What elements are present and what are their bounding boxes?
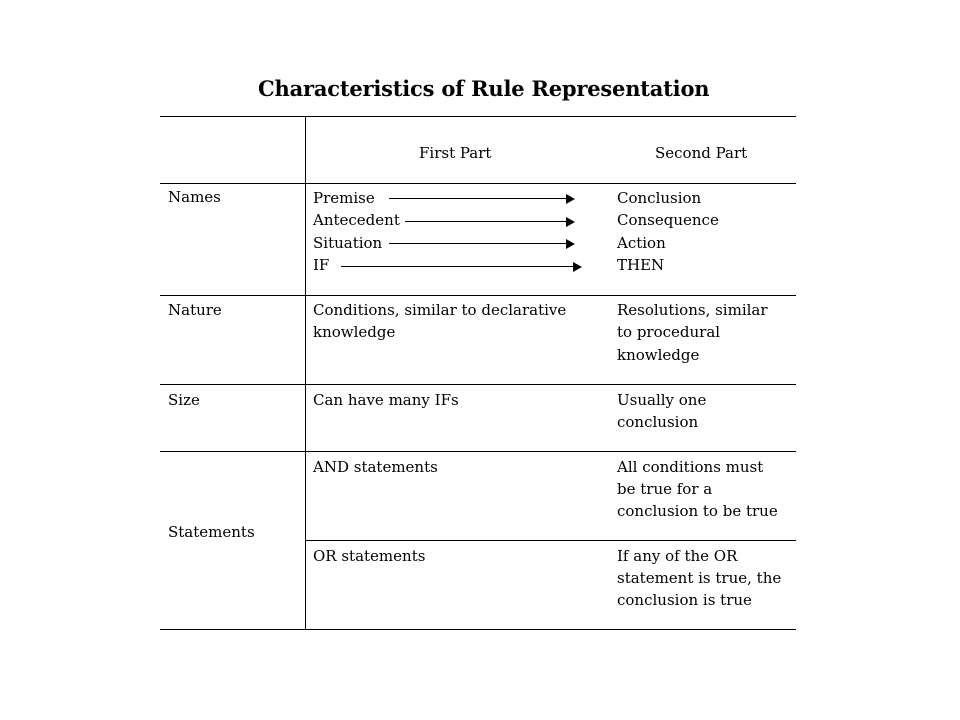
nature-second-line-1: Resolutions, similar: [617, 301, 768, 319]
names-second-then: THEN: [617, 256, 665, 274]
row-divider-nature: [160, 384, 796, 385]
row-divider-names: [160, 295, 796, 296]
names-first-if: IF: [313, 256, 330, 274]
statements-or-second-line-1: If any of the OR: [617, 547, 738, 565]
table-bottom-border: [160, 629, 796, 630]
header-second-part: Second Part: [655, 144, 748, 162]
page-title: Characteristics of Rule Representation: [258, 76, 710, 101]
nature-second-line-2: to procedural: [617, 323, 721, 341]
arrow-icon: [341, 262, 582, 272]
arrow-icon: [405, 217, 575, 227]
names-second-action: Action: [617, 234, 666, 252]
row-label-names: Names: [168, 188, 221, 206]
statements-and-second-line-3: conclusion to be true: [617, 502, 778, 520]
row-label-size: Size: [168, 391, 200, 409]
statements-and-second-line-1: All conditions must: [617, 458, 764, 476]
arrow-icon: [389, 194, 575, 204]
names-first-situation: Situation: [313, 234, 383, 252]
size-first-line-1: Can have many IFs: [313, 391, 459, 409]
row-label-nature: Nature: [168, 301, 222, 319]
names-second-consequence: Consequence: [617, 211, 719, 229]
names-first-premise: Premise: [313, 189, 375, 207]
size-second-line-1: Usually one: [617, 391, 707, 409]
row-divider-statements-sub: [305, 540, 796, 541]
arrow-icon: [389, 239, 575, 249]
table-top-border: [160, 116, 796, 117]
row-divider-size: [160, 451, 796, 452]
statements-and-second-line-2: be true for a: [617, 480, 713, 498]
statements-or-second-line-3: conclusion is true: [617, 591, 752, 609]
names-first-antecedent: Antecedent: [313, 211, 400, 229]
size-second-line-2: conclusion: [617, 413, 699, 431]
column-divider: [305, 116, 306, 630]
header-divider: [160, 183, 796, 184]
nature-first-line-1: Conditions, similar to declarative: [313, 301, 567, 319]
nature-first-line-2: knowledge: [313, 323, 396, 341]
row-label-statements: Statements: [168, 523, 255, 541]
statements-or-second-line-2: statement is true, the: [617, 569, 782, 587]
header-first-part: First Part: [419, 144, 492, 162]
statements-or-first: OR statements: [313, 547, 426, 565]
names-second-conclusion: Conclusion: [617, 189, 702, 207]
nature-second-line-3: knowledge: [617, 346, 700, 364]
statements-and-first: AND statements: [313, 458, 438, 476]
